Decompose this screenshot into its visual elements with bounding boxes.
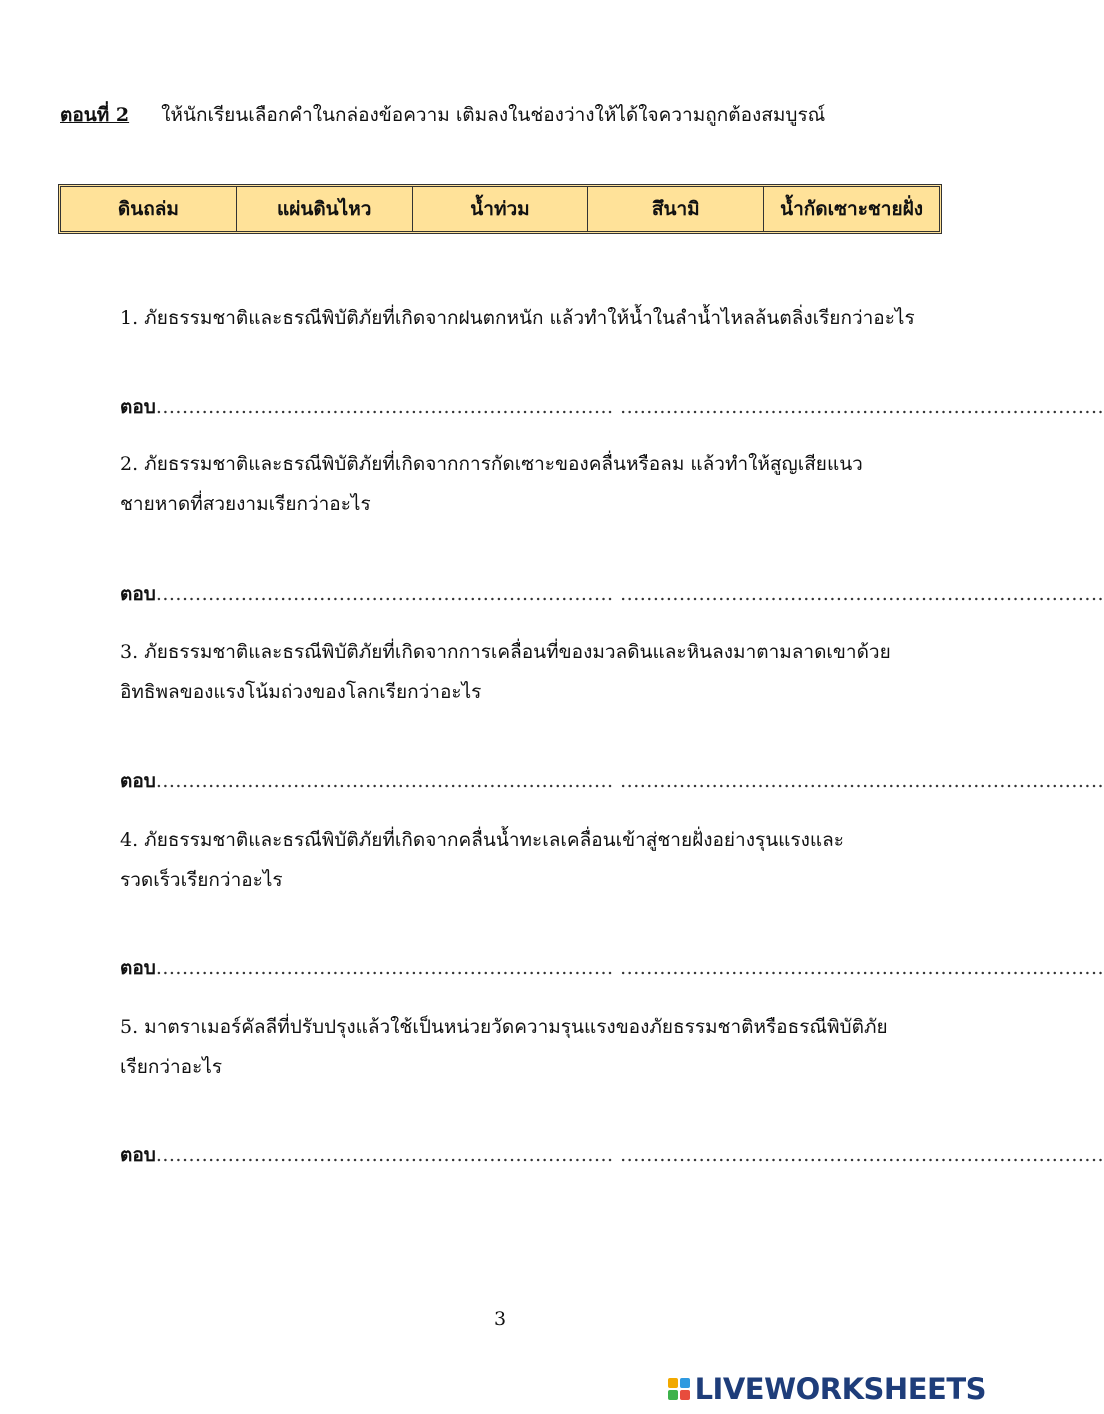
question-4: 4. ภัยธรรมชาติและธรณีพิบัติภัยที่เกิดจากคลื่นน้ำทะเลเคลื่อนเข้าสู่ชายฝั่งอย่างรุนแรงและรวดเร็วเรียกว่าอะไร [120, 829, 845, 891]
answer-line-1[interactable] [120, 392, 1104, 422]
answer-line-2[interactable] [120, 579, 1104, 609]
answer-dots: ...................................................................... .......................................................................... [155, 583, 1104, 605]
part-label: ตอนที่ 2 [60, 104, 130, 126]
word-bank [58, 184, 942, 234]
word-bank-item: น้ำท่วม [413, 187, 589, 231]
answer-label: ตอบ [120, 583, 156, 605]
answer-dots: ...................................................................... .......................................................................... [155, 957, 1104, 979]
word-bank-item: ดินถล่ม [61, 187, 237, 231]
question-2: 2. ภัยธรรมชาติและธรณีพิบัติภัยที่เกิดจากการกัดเซาะของคลื่นหรือลม แล้วทำให้สูญเสียแนวชายหาดที่สวยงามเรียกว่าอะไร [120, 453, 863, 515]
answer-dots: ...................................................................... .......................................................................... [155, 396, 1104, 418]
answer-line-5[interactable] [120, 1140, 1104, 1170]
instruction [60, 100, 825, 130]
word-bank-item: น้ำกัดเซาะชายฝั่ง [780, 198, 924, 220]
question-3: 3. ภัยธรรมชาติและธรณีพิบัติภัยที่เกิดจากการเคลื่อนที่ของมวลดินและหินลงมาตามลาดเขาด้วยอิทธิพลของแรงโน้มถ่วงของโลกเรียกว่าอะไร [120, 641, 891, 703]
answer-label: ตอบ [120, 396, 156, 418]
instruction-text: ให้นักเรียนเลือกคำในกล่องข้อความ เติมลงในช่องว่างให้ได้ใจความถูกต้องสมบูรณ์ [161, 104, 826, 126]
page-number: 3 [493, 1308, 507, 1330]
word-bank-item: แผ่นดินไหว [237, 187, 413, 231]
word-bank-item: สึนามิ [588, 187, 764, 231]
question-1: 1. ภัยธรรมชาติและธรณีพิบัติภัยที่เกิดจากฝนตกหนัก แล้วทำให้น้ำในลำน้ำไหลล้นตลิ่งเรียกว่าอะไร [120, 307, 915, 329]
liveworksheets-icon [667, 1377, 691, 1401]
answer-dots: ...................................................................... .......................................................................... [155, 770, 1104, 792]
answer-dots: ...................................................................... .......................................................................... [155, 1144, 1104, 1166]
liveworksheets-logo [667, 1372, 986, 1406]
answer-line-3[interactable] [120, 766, 1104, 796]
question-5: 5. มาตราเมอร์คัลลีที่ปรับปรุงแล้วใช้เป็นหน่วยวัดความรุนแรงของภัยธรรมชาติหรือธรณีพิบัติภัยเรียกว่าอะไร [120, 1016, 888, 1078]
answer-label: ตอบ [120, 957, 156, 979]
answer-label: ตอบ [120, 1144, 156, 1166]
answer-line-4[interactable] [120, 953, 1104, 983]
answer-label: ตอบ [120, 770, 156, 792]
brand-name: LIVEWORKSHEETS [694, 1372, 986, 1406]
